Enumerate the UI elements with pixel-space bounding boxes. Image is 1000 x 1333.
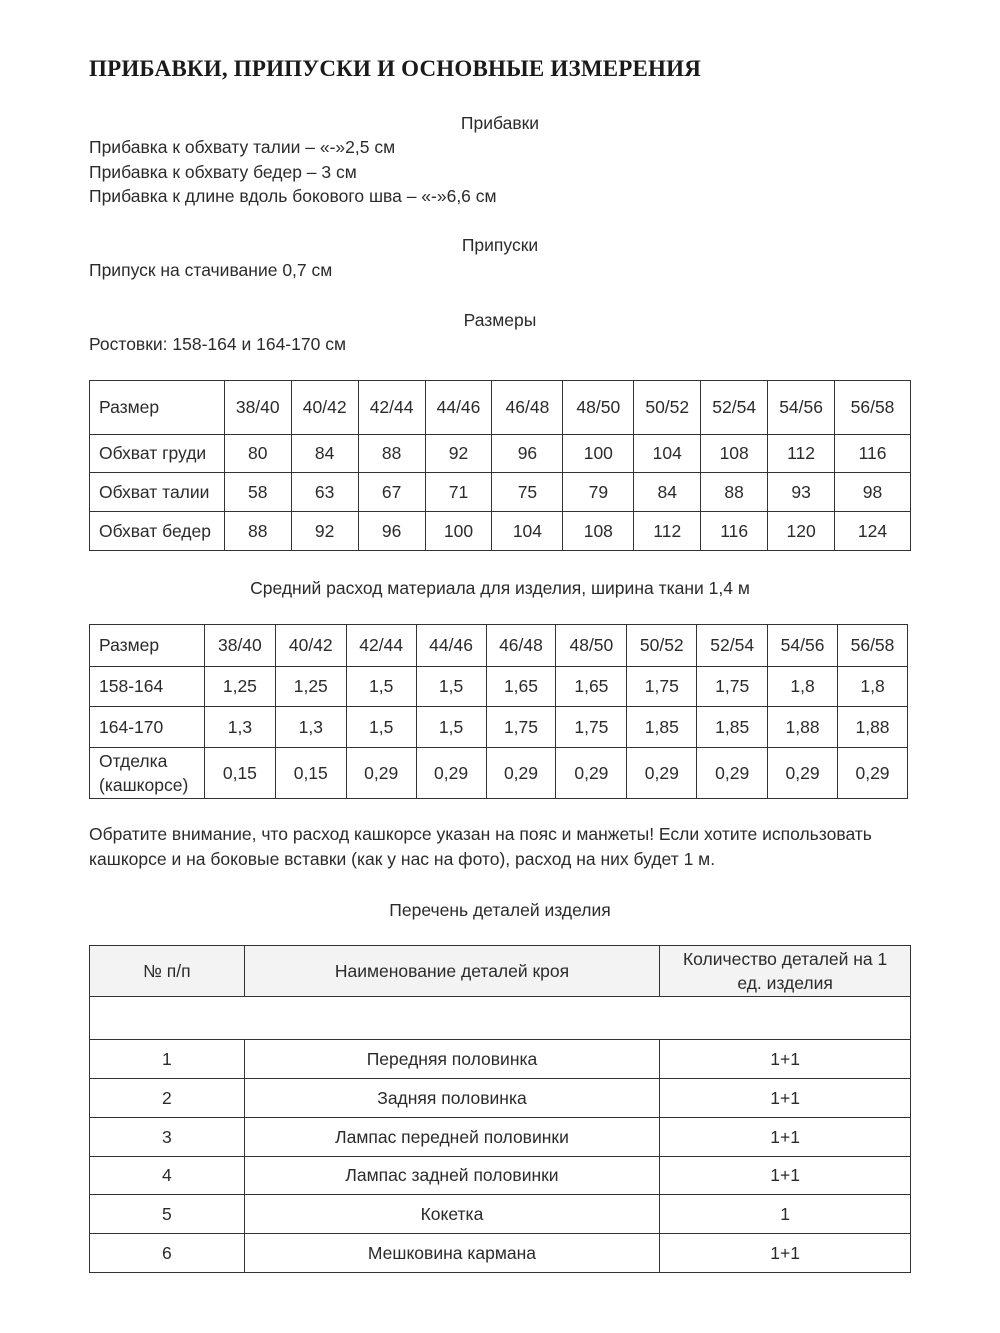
allowance-line: Прибавка к обхвату бедер – 3 см [89,162,357,182]
table-cell: 108 [563,512,634,551]
header-cell: 44/46 [416,625,486,667]
header-cell: 46/48 [486,625,556,667]
table-cell: Мешковина кармана [244,1234,659,1273]
table-cell: 0,29 [838,748,908,799]
table-cell: 116 [701,512,768,551]
table-cell: 0,29 [486,748,556,799]
table-cell: 1,75 [697,667,768,707]
table-cell: 1,75 [627,667,697,707]
table-cell: 79 [563,473,634,512]
allowance-line: Прибавка к обхвату талии – «-»2,5 см [89,137,396,157]
table-cell: Кокетка [244,1195,659,1234]
table-cell: 1+1 [660,1079,911,1118]
header-cell: Наименование деталей кроя [244,946,659,997]
table-cell: 0,29 [346,748,416,799]
table-cell: 1,88 [768,707,838,748]
table-cell: Задняя половинка [244,1079,659,1118]
row-label: 164-170 [90,707,205,748]
table-cell: 4 [90,1157,245,1195]
header-cell: 40/42 [275,625,346,667]
row-label: 158-164 [90,667,205,707]
table-cell: 1 [90,1040,245,1079]
table-cell: 80 [224,435,291,473]
header-cell: 38/40 [204,625,275,667]
table-cell: 0,29 [697,748,768,799]
table-row [90,748,908,799]
row-label: Обхват талии [90,473,225,512]
table-cell: 1,5 [346,667,416,707]
header-cell: 42/44 [346,625,416,667]
table-row [90,707,908,748]
table-row [90,1040,911,1079]
page-title: ПРИБАВКИ, ПРИПУСКИ И ОСНОВНЫЕ ИЗМЕРЕНИЯ [89,56,702,81]
table-cell: 0,29 [627,748,697,799]
table-cell: 5 [90,1195,245,1234]
table-cell: 1,25 [204,667,275,707]
table-cell: 96 [492,435,563,473]
table-cell: 0,29 [768,748,838,799]
table-empty-row [90,997,911,1040]
table-cell: 100 [425,512,492,551]
table-cell: 1+1 [660,1040,911,1079]
table-row [90,473,911,512]
table-cell: 1,85 [697,707,768,748]
row-label: Обхват груди [90,435,225,473]
table-cell: 108 [701,435,768,473]
size-table [89,380,911,551]
header-cell: 38/40 [224,381,291,435]
table-row [90,1157,911,1195]
table-cell: Лампас задней половинки [244,1157,659,1195]
table-cell: 1,75 [486,707,556,748]
header-cell: 48/50 [556,625,627,667]
header-cell: 48/50 [563,381,634,435]
table-cell: 93 [768,473,835,512]
table-cell: 112 [634,512,701,551]
table-cell: 120 [768,512,835,551]
table-row [90,1195,911,1234]
seam-line: Припуск на стачивание 0,7 см [89,260,333,280]
material-heading: Средний расход материала для изделия, ширина ткани 1,4 м [250,578,750,598]
table-cell: 88 [358,435,425,473]
row-label: Обхват бедер [90,512,225,551]
table-cell: 1,65 [556,667,627,707]
table-cell: 1,8 [768,667,838,707]
heights-line: Ростовки: 158-164 и 164-170 см [89,334,346,354]
table-cell: 58 [224,473,291,512]
table-row [90,1118,911,1157]
table-header-row [90,381,911,435]
header-cell: 52/54 [701,381,768,435]
table-cell: 88 [224,512,291,551]
material-table [89,624,908,799]
table-cell: 84 [291,435,358,473]
table-cell: 1,88 [838,707,908,748]
header-cell: Размер [90,381,225,435]
table-cell: 92 [425,435,492,473]
table-row [90,512,911,551]
header-cell: 46/48 [492,381,563,435]
table-cell: 1,75 [556,707,627,748]
table-cell: 84 [634,473,701,512]
header-cell: 50/52 [634,381,701,435]
table-cell: Лампас передней половинки [244,1118,659,1157]
allowances-heading: Прибавки [460,113,540,133]
table-cell: 1,5 [416,667,486,707]
consumption-note: Обратите внимание, что расход кашкорсе указан на пояс и манжеты! Если хотите использовать кашкорсе и на боковые вставки (как у нас на фото), расход на них будет 1 м. [89,824,872,869]
table-cell: 1+1 [660,1118,911,1157]
header-cell: 50/52 [627,625,697,667]
header-cell: Размер [90,625,205,667]
table-row [90,435,911,473]
header-cell: Количество деталей на 1 ед. изделия [660,946,911,997]
table-cell: 1,25 [275,667,346,707]
table-cell: 67 [358,473,425,512]
header-cell: 54/56 [768,625,838,667]
table-cell: 88 [701,473,768,512]
table-cell: 1,65 [486,667,556,707]
table-cell: 1+1 [660,1157,911,1195]
table-cell: 0,29 [556,748,627,799]
table-cell: 0,15 [204,748,275,799]
header-cell: 40/42 [291,381,358,435]
table-cell: 3 [90,1118,245,1157]
row-label: Отделка (кашкорсе) [90,748,205,799]
table-cell: 104 [492,512,563,551]
table-row [90,1079,911,1118]
table-cell: 2 [90,1079,245,1118]
table-cell: 104 [634,435,701,473]
header-cell: 44/46 [425,381,492,435]
parts-table [89,945,911,1273]
table-cell: 124 [835,512,911,551]
header-cell: 54/56 [768,381,835,435]
table-cell: 6 [90,1234,245,1273]
table-cell: 75 [492,473,563,512]
parts-heading: Перечень деталей изделия [389,900,611,920]
table-cell: Передняя половинка [244,1040,659,1079]
table-cell: 92 [291,512,358,551]
allowance-line: Прибавка к длине вдоль бокового шва – «-»6,6 см [89,186,497,206]
table-cell: 1,5 [346,707,416,748]
table-header-row [90,946,911,997]
table-cell: 1 [660,1195,911,1234]
empty-cell [90,997,911,1040]
table-header-row [90,625,908,667]
table-cell: 1,3 [275,707,346,748]
table-cell: 1,85 [627,707,697,748]
header-cell: 42/44 [358,381,425,435]
table-cell: 100 [563,435,634,473]
header-cell: 56/58 [838,625,908,667]
header-cell: 52/54 [697,625,768,667]
table-cell: 0,15 [275,748,346,799]
table-cell: 1+1 [660,1234,911,1273]
table-cell: 96 [358,512,425,551]
table-cell: 71 [425,473,492,512]
sizes-heading: Размеры [463,310,537,330]
table-cell: 112 [768,435,835,473]
header-cell: 56/58 [835,381,911,435]
table-cell: 0,29 [416,748,486,799]
table-row [90,1234,911,1273]
table-row [90,667,908,707]
table-cell: 116 [835,435,911,473]
table-cell: 1,3 [204,707,275,748]
table-cell: 63 [291,473,358,512]
header-cell: № п/п [90,946,245,997]
table-cell: 98 [835,473,911,512]
table-cell: 1,5 [416,707,486,748]
table-cell: 1,8 [838,667,908,707]
seams-heading: Припуски [461,235,539,255]
